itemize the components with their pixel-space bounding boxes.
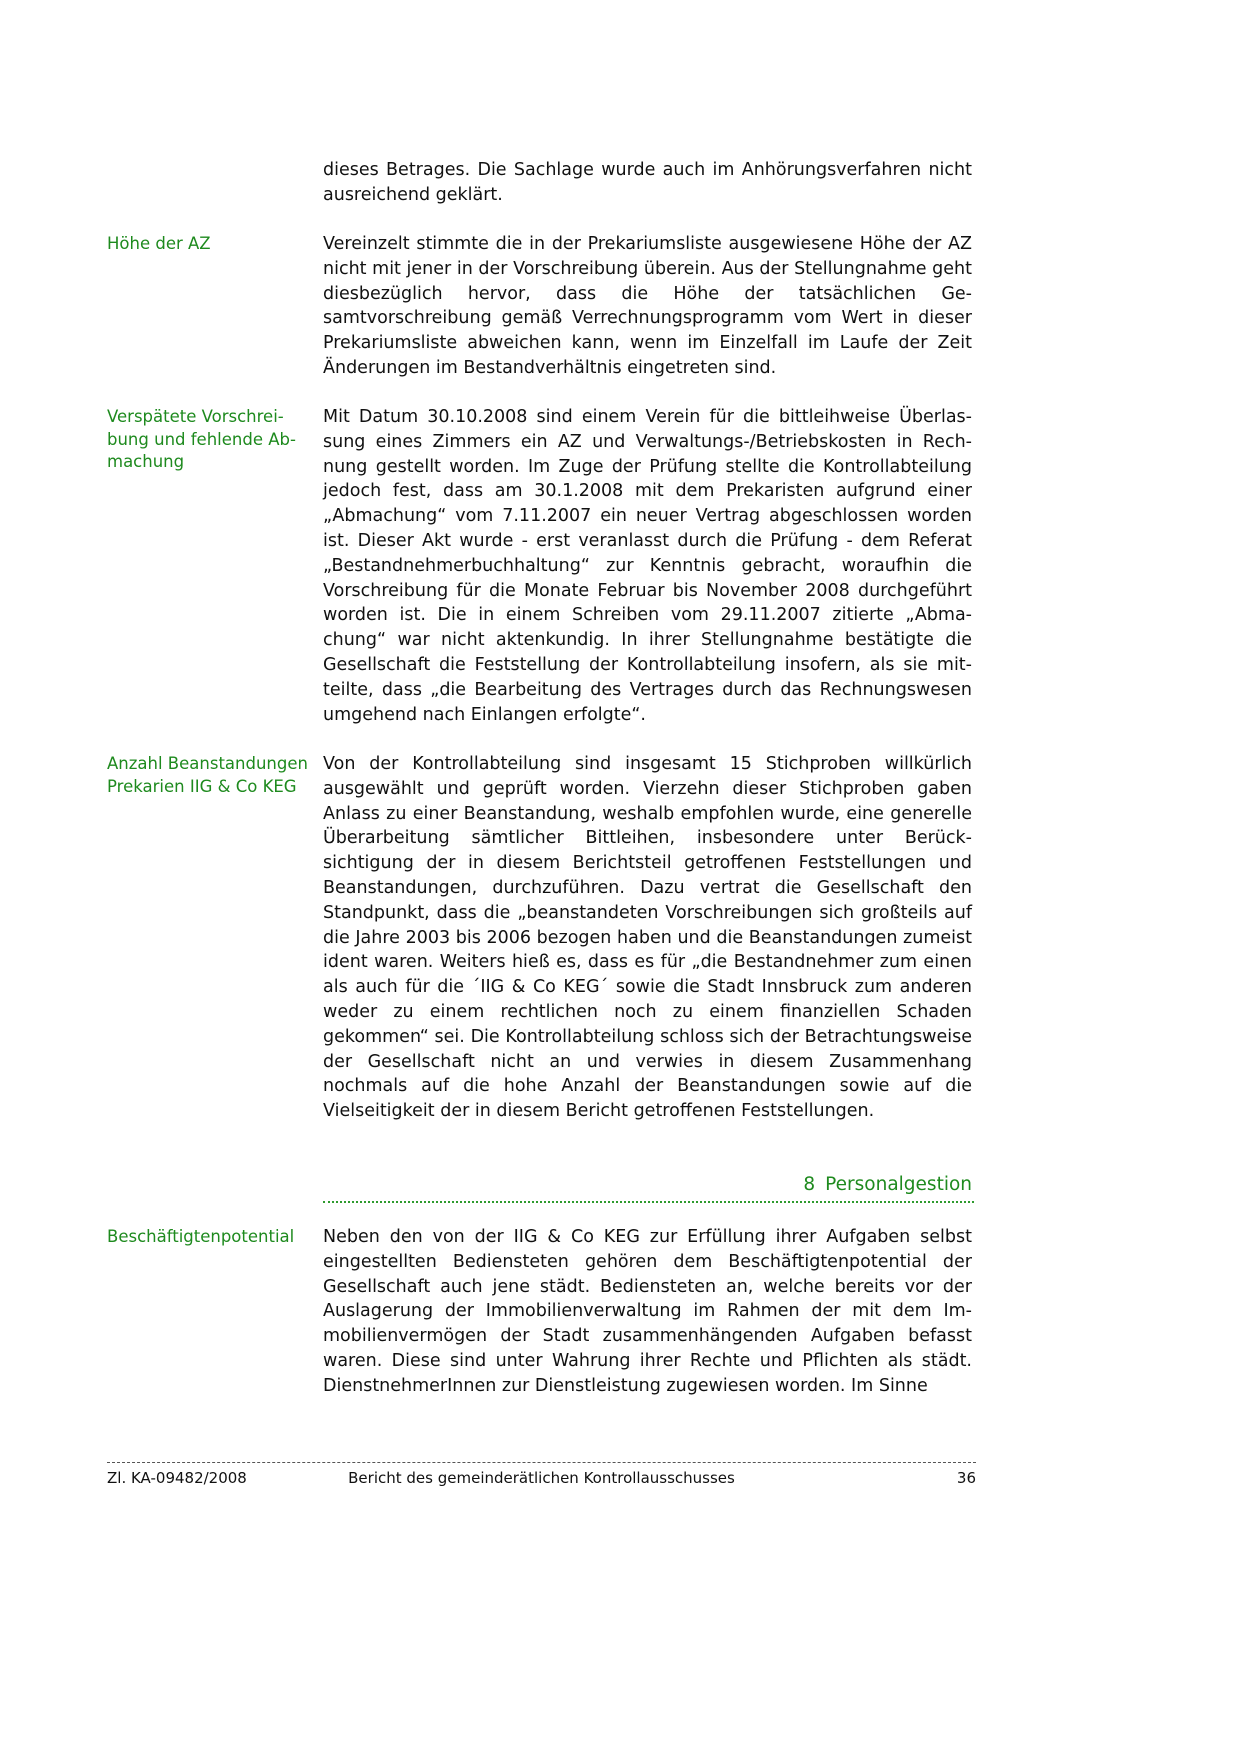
section-heading-underline (323, 1201, 974, 1203)
margin-note-anzahl-beanstandungen: Anzahl Beanstandungen Prekarien IIG & Co KEG (107, 754, 308, 796)
paragraph-hoehe-der-az (323, 232, 972, 381)
page-footer (107, 1466, 976, 1490)
paragraph-anzahl-beanstandungen (323, 752, 972, 1124)
footer-divider (107, 1462, 976, 1463)
body-paragraph: Mit Datum 30.10.2008 sind einem Verein für die bittleihweise Überlassung eines Zimmers ein AZ und Verwaltungs-/Betriebskosten in Rechnung gestellt worden. Im Zuge der Prüfung stellte die Kontrollabteilung jedoch fest, dass am 30.1.2008 mit dem Prekaristen aufgrund einer „Abmachung“ vom 7.11.2007 ein neuer Vertrag abgeschlossen worden ist. Dieser Akt wurde - erst veranlasst durch die Prüfung - dem Referat „Bestandnehmerbuchhaltung“ zur Kenntnis gebracht, woraufhin die Vorschreibung für die Monate Februar bis November 2008 durchgeführt worden ist. Die in einem Schreiben vom 29.11.2007 zitierte „Abmachung“ war nicht aktenkundig. In ihrer Stellungnahme bestätigte die Gesellschaft die Feststellung der Kontrollabteilung insofern, als sie mitteilte, dass „die Bearbeitung des Vertrages durch das Rechnungswesen umgehend nach Einlangen erfolgte“. (323, 407, 972, 725)
section-heading (323, 1172, 972, 1198)
body-paragraph: dieses Betrages. Die Sachlage wurde auch im Anhörungsverfahren nicht ausreichend geklärt. (323, 160, 972, 205)
paragraph-beschaeftigtenpotential (323, 1225, 972, 1399)
body-paragraph: Vereinzelt stimmte die in der Prekariumsliste ausgewiesene Höhe der AZ nicht mit jener in der Vorschreibung überein. Aus der Stellungnahme geht diesbezüglich hervor, dass die Höhe der tatsächlichen Gesamtvorschreibung gemäß Verrechnungsprogramm vom Wert in dieser Prekariumsliste abweichen kann, wenn im Einzelfall im Laufe der Zeit Änderungen im Bestandverhältnis eingetreten sind. (323, 234, 972, 378)
continuation-paragraph (323, 158, 972, 208)
footer-reference: Zl. KA-09482/2008 (107, 1469, 247, 1487)
body-paragraph: Neben den von der IIG & Co KEG zur Erfüllung ihrer Aufgaben selbst eingestellten Bediensteten gehören dem Beschäftigtenpotential der Gesellschaft auch jene städt. Bediensteten an, welche bereits vor der Auslagerung der Immobilienverwaltung im Rahmen der mit dem Immobilienvermögen der Stadt zusammenhängenden Aufgaben befasst waren. Diese sind unter Wahrung ihrer Rechte und Pflichten als städt. DienstnehmerInnen zur Dienstleistung zugewiesen worden. Im Sinne (323, 1227, 972, 1396)
section-title: Personalgestion (825, 1174, 972, 1195)
margin-note-verspaetete-vorschreibung: Verspätete Vorschreibung und fehlende Abmachung (107, 407, 296, 471)
margin-note-hoehe-der-az: Höhe der AZ (107, 234, 211, 253)
body-paragraph: Von der Kontrollabteilung sind insgesamt 15 Stichproben willkürlich ausgewählt und geprüft worden. Vierzehn dieser Stichproben gaben Anlass zu einer Beanstandung, weshalb empfohlen wurde, eine generelle Überarbeitung sämtlicher Bittleihen, insbesondere unter Berücksichtigung der in diesem Berichtsteil getroffenen Feststellungen und Beanstandungen, durchzuführen. Dazu vertrat die Gesellschaft den Standpunkt, dass die „beanstandeten Vorschreibungen sich großteils auf die Jahre 2003 bis 2006 bezogen haben und die Beanstandungen zumeist ident waren. Weiters hieß es, dass es für „die Bestandnehmer zum einen als auch für die ´IIG & Co KEG´ sowie die Stadt Innsbruck zum anderen weder zu einem rechtlichen noch zu einem finanziellen Schaden gekommen“ sei. Die Kontrollabteilung schloss sich der Betrachtungsweise der Gesellschaft nicht an und verwies in diesem Zusammenhang nochmals auf die hohe Anzahl der Beanstandungen sowie auf die Vielseitigkeit der in diesem Bericht getroffenen Feststellungen. (323, 754, 972, 1122)
margin-note-beschaeftigtenpotential: Beschäftigtenpotential (107, 1227, 295, 1246)
section-number: 8 (803, 1174, 816, 1195)
paragraph-verspaetete-vorschreibung (323, 405, 972, 727)
page-number: 36 (956, 1469, 976, 1487)
footer-title: Bericht des gemeinderätlichen Kontrollausschusses (348, 1469, 735, 1487)
